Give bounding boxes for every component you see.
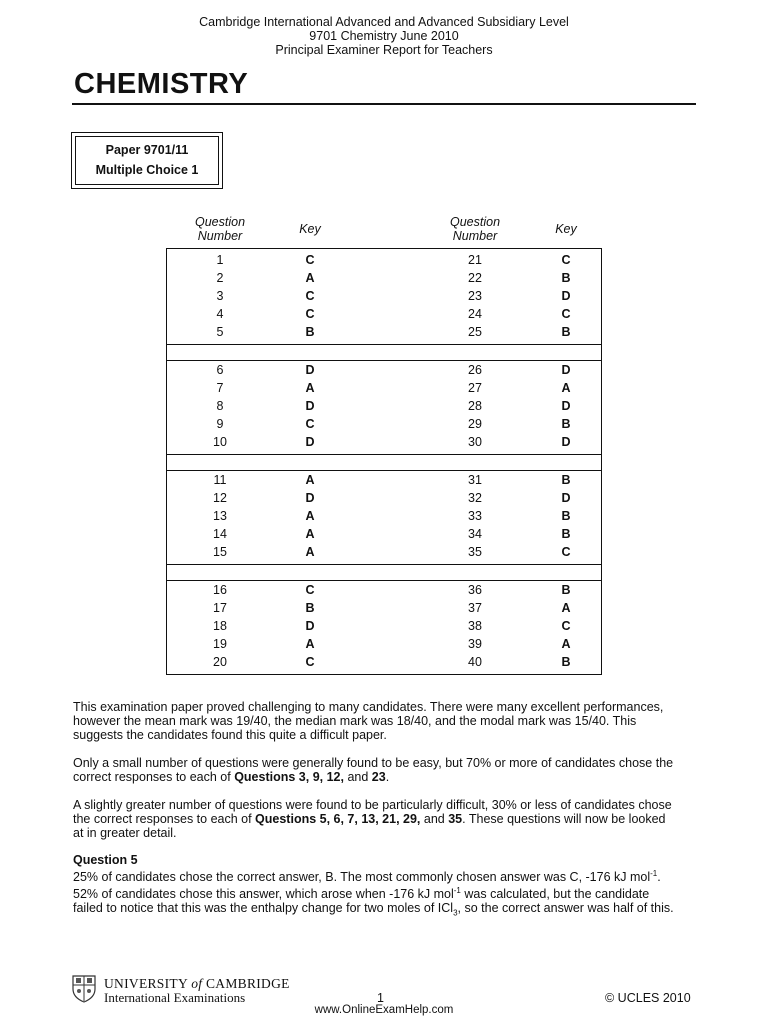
question-number-cell: 26 bbox=[468, 363, 482, 377]
header-line-1: Cambridge International Advanced and Advanced Subsidiary Level bbox=[199, 15, 569, 29]
col-header-number-text: Number bbox=[197, 229, 243, 243]
answer-key-cell: A bbox=[305, 271, 315, 285]
question-5-heading: Question 5 bbox=[73, 853, 138, 867]
answer-key-cell: D bbox=[561, 399, 571, 413]
header-line-2: 9701 Chemistry June 2010 bbox=[309, 29, 459, 43]
easy-line bbox=[73, 770, 695, 784]
text-span: , so the correct answer was half of this. bbox=[457, 901, 674, 916]
question-number-cell: 18 bbox=[213, 619, 227, 633]
answer-key-cell: D bbox=[305, 619, 315, 633]
answer-key-cell: D bbox=[561, 289, 571, 303]
text-span: 52% of candidates chose this answer, which arose when -176 kJ mol bbox=[73, 887, 454, 902]
answer-key-cell: C bbox=[305, 307, 315, 321]
q5-line bbox=[73, 867, 695, 884]
table-group-rule bbox=[166, 564, 602, 565]
title-rule bbox=[72, 103, 696, 105]
answer-key-cell: A bbox=[305, 473, 315, 487]
answer-key-cell: A bbox=[305, 527, 315, 541]
superscript: -1 bbox=[453, 886, 461, 896]
intro-paragraph bbox=[73, 700, 695, 742]
question-number-cell: 12 bbox=[213, 491, 227, 505]
answer-key-cell: B bbox=[561, 527, 571, 541]
col-header-key-right: Key bbox=[555, 222, 577, 236]
answer-key-cell: B bbox=[305, 601, 315, 615]
table-group-rule bbox=[166, 344, 602, 345]
difficult-line: at in greater detail. bbox=[73, 826, 177, 840]
question-number-cell: 15 bbox=[213, 545, 227, 559]
text-span: 25% of candidates chose the correct answer, B. The most commonly chosen answer was C, -176 kJ mol bbox=[73, 870, 651, 885]
question-number-cell: 38 bbox=[468, 619, 482, 633]
col-header-question-text: Question bbox=[449, 215, 501, 229]
question-number-cell: 20 bbox=[213, 655, 227, 669]
answer-key-cell: A bbox=[561, 637, 571, 651]
answer-key-cell: C bbox=[305, 583, 315, 597]
university-crest-icon bbox=[72, 975, 96, 1003]
intro-line: however the mean mark was 19/40, the median mark was 18/40, and the modal mark was 15/40. This bbox=[73, 714, 637, 728]
table-side-border bbox=[601, 248, 602, 674]
answer-key-cell: C bbox=[305, 655, 315, 669]
question-number-cell: 23 bbox=[468, 289, 482, 303]
question-number-cell: 3 bbox=[216, 289, 224, 303]
question-number-cell: 19 bbox=[213, 637, 227, 651]
difficult-line: A slightly greater number of questions were found to be particularly difficult, 30% or less of candidates chose bbox=[73, 798, 672, 812]
difficult-questions-paragraph bbox=[73, 798, 695, 840]
col-header-key-left: Key bbox=[299, 222, 321, 236]
answer-key-cell: C bbox=[305, 253, 315, 267]
subscript: 3 bbox=[453, 908, 458, 918]
answer-key-cell: B bbox=[305, 325, 315, 339]
answer-key-cell: B bbox=[561, 509, 571, 523]
question-number-cell: 35 bbox=[468, 545, 482, 559]
text-span: . bbox=[657, 870, 661, 885]
answer-key-cell: D bbox=[305, 435, 315, 449]
page-title: CHEMISTRY bbox=[74, 68, 249, 100]
text-span: . bbox=[385, 770, 390, 784]
page-number: 1 bbox=[377, 991, 384, 1005]
intro-line: This examination paper proved challenging to many candidates. There were many excellent performances, bbox=[73, 700, 664, 714]
question-number-cell: 1 bbox=[216, 253, 224, 267]
intro-line: suggests the candidates found this quite a difficult paper. bbox=[73, 728, 387, 742]
question-number-cell: 7 bbox=[216, 381, 224, 395]
question-number-cell: 25 bbox=[468, 325, 482, 339]
header-line-3: Principal Examiner Report for Teachers bbox=[275, 43, 493, 57]
answer-key-cell: B bbox=[561, 583, 571, 597]
question-number-cell: 5 bbox=[216, 325, 224, 339]
question-number-cell: 24 bbox=[468, 307, 482, 321]
text-span: correct responses to each of bbox=[73, 770, 235, 784]
text-span: . These questions will now be looked bbox=[462, 812, 666, 826]
question-number-cell: 21 bbox=[468, 253, 482, 267]
answer-key-cell: D bbox=[305, 363, 315, 377]
bold-questions: 23 bbox=[371, 770, 386, 784]
answer-key-cell: D bbox=[305, 491, 315, 505]
answer-key-cell: C bbox=[305, 289, 315, 303]
question-number-cell: 39 bbox=[468, 637, 482, 651]
difficult-line bbox=[73, 812, 695, 826]
bold-questions: Questions 3, 9, 12, bbox=[234, 770, 344, 784]
col-header-question-text: Question bbox=[194, 215, 246, 229]
bold-questions: 35 bbox=[448, 812, 463, 826]
question-number-cell: 11 bbox=[213, 473, 227, 487]
question-number-cell: 34 bbox=[468, 527, 482, 541]
col-header-question-number-right bbox=[435, 215, 515, 243]
paper-box bbox=[71, 132, 223, 189]
question-5-paragraph bbox=[73, 867, 695, 921]
university-division: International Examinations bbox=[104, 990, 246, 1005]
answer-key-cell: C bbox=[561, 619, 571, 633]
paper-code: Paper 9701/11 bbox=[105, 143, 189, 157]
question-number-cell: 13 bbox=[213, 509, 227, 523]
answer-key-cell: A bbox=[561, 601, 571, 615]
answer-key-cell: D bbox=[561, 363, 571, 377]
question-number-cell: 6 bbox=[216, 363, 224, 377]
question-number-cell: 14 bbox=[213, 527, 227, 541]
col-header-question-number-left bbox=[180, 215, 260, 243]
question-number-cell: 28 bbox=[468, 399, 482, 413]
answer-key-cell: B bbox=[561, 271, 571, 285]
text-span: CAMBRIDGE bbox=[205, 976, 290, 991]
question-number-cell: 27 bbox=[468, 381, 482, 395]
question-number-cell: 36 bbox=[468, 583, 482, 597]
website-link[interactable]: www.OnlineExamHelp.com bbox=[314, 1004, 454, 1016]
answer-key-cell: B bbox=[561, 473, 571, 487]
copyright: © UCLES 2010 bbox=[605, 991, 691, 1005]
answer-key-cell: C bbox=[561, 545, 571, 559]
text-span: failed to notice that this was the enthalpy change for two moles of ICl bbox=[73, 901, 454, 916]
answer-key-cell: A bbox=[305, 545, 315, 559]
answer-key-cell: C bbox=[561, 307, 571, 321]
answer-key-cell: C bbox=[305, 417, 315, 431]
q5-line bbox=[73, 901, 695, 921]
text-span: UNIVERSITY bbox=[104, 976, 188, 991]
answer-key-cell: D bbox=[561, 491, 571, 505]
question-number-cell: 31 bbox=[468, 473, 482, 487]
col-header-number-text: Number bbox=[452, 229, 498, 243]
question-number-cell: 2 bbox=[216, 271, 224, 285]
bold-questions: Questions 5, 6, 7, 13, 21, 29, bbox=[255, 812, 421, 826]
question-number-cell: 9 bbox=[216, 417, 224, 431]
text-span: and bbox=[343, 770, 372, 784]
answer-key-cell: A bbox=[305, 381, 315, 395]
table-group-rule bbox=[166, 454, 602, 455]
answer-key-cell: C bbox=[561, 253, 571, 267]
table-group-rule bbox=[166, 470, 602, 471]
answer-key-cell: B bbox=[561, 655, 571, 669]
superscript: -1 bbox=[650, 869, 658, 878]
table-group-rule bbox=[166, 580, 602, 581]
answer-key-cell: D bbox=[305, 399, 315, 413]
question-number-cell: 29 bbox=[468, 417, 482, 431]
text-span: was calculated, but the candidate bbox=[460, 887, 650, 902]
question-number-cell: 37 bbox=[468, 601, 482, 615]
question-number-cell: 22 bbox=[468, 271, 482, 285]
answer-key-cell: A bbox=[305, 637, 315, 651]
question-number-cell: 33 bbox=[468, 509, 482, 523]
paper-type: Multiple Choice 1 bbox=[95, 163, 199, 177]
easy-line: Only a small number of questions were generally found to be easy, but 70% or more of candidates chose the bbox=[73, 756, 674, 770]
question-number-cell: 40 bbox=[468, 655, 482, 669]
answer-key-cell: B bbox=[561, 325, 571, 339]
question-number-cell: 30 bbox=[468, 435, 482, 449]
easy-questions-paragraph bbox=[73, 756, 695, 784]
table-side-border bbox=[166, 248, 167, 674]
table-group-rule bbox=[166, 674, 602, 675]
question-number-cell: 17 bbox=[213, 601, 227, 615]
question-number-cell: 10 bbox=[213, 435, 227, 449]
answer-key-cell: A bbox=[561, 381, 571, 395]
table-group-rule bbox=[166, 360, 602, 361]
answer-key-cell: D bbox=[561, 435, 571, 449]
question-number-cell: 32 bbox=[468, 491, 482, 505]
answer-key-cell: B bbox=[561, 417, 571, 431]
text-span: the correct responses to each of bbox=[73, 812, 256, 826]
question-number-cell: 8 bbox=[216, 399, 224, 413]
question-number-cell: 4 bbox=[216, 307, 224, 321]
text-span: and bbox=[420, 812, 449, 826]
text-span: of bbox=[191, 976, 203, 991]
question-number-cell: 16 bbox=[213, 583, 227, 597]
q5-line bbox=[73, 884, 695, 901]
table-header-rule bbox=[166, 248, 602, 249]
answer-key-cell: A bbox=[305, 509, 315, 523]
